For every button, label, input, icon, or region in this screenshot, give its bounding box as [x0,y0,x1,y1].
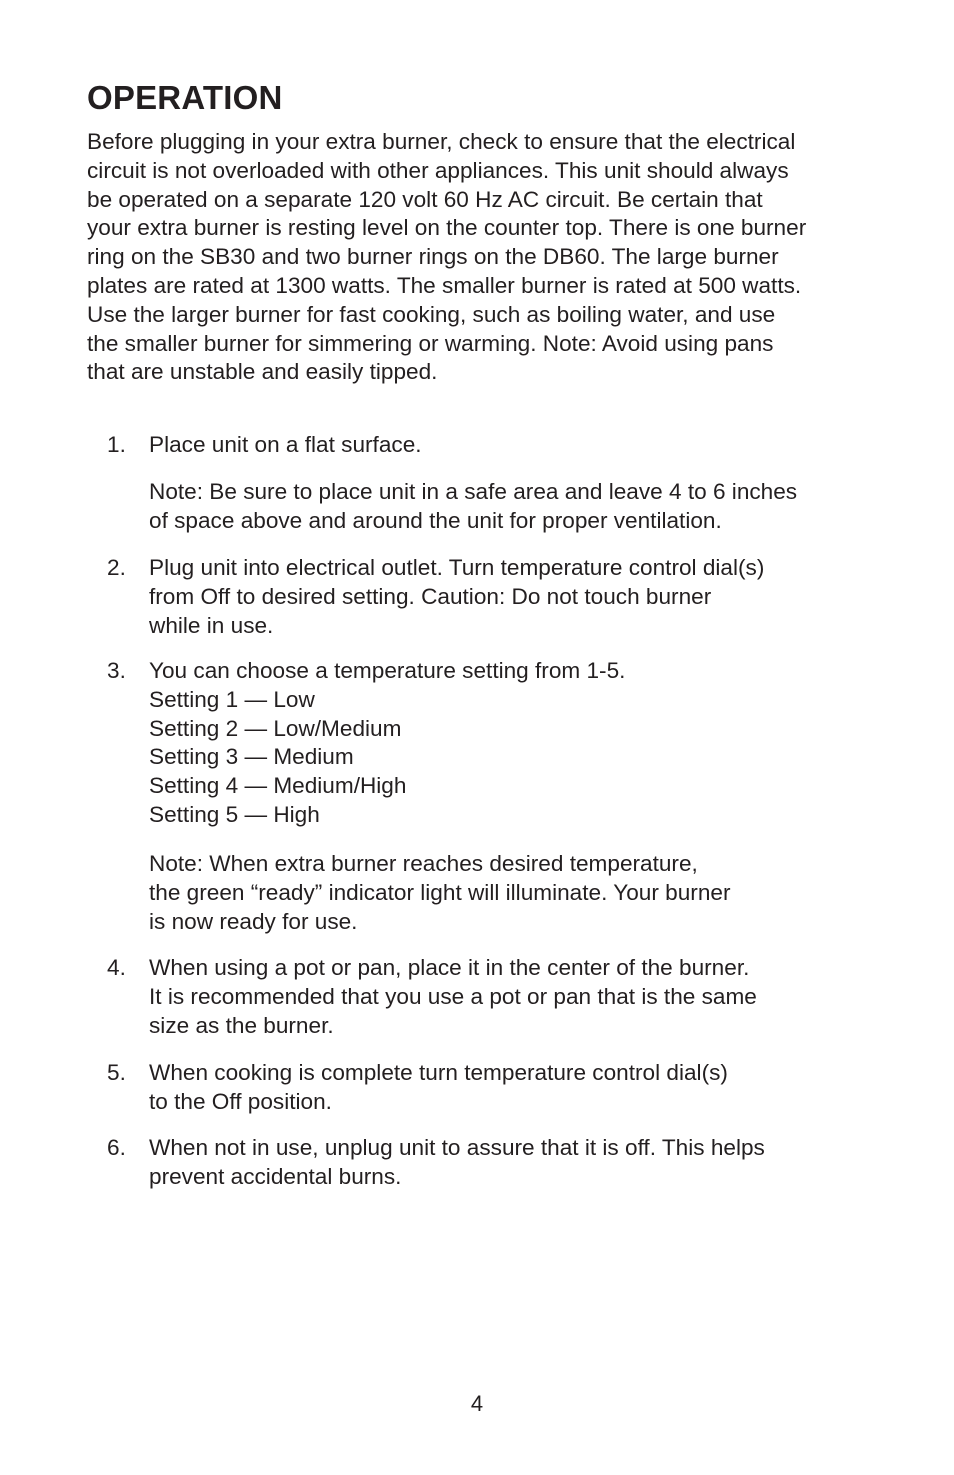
step-number: 6. [107,1135,126,1160]
step-number: 4. [107,955,126,980]
page-number: 4 [470,1391,484,1416]
step-text: You can choose a temperature setting from 1-5. Setting 1 — Low Setting 2 — Low/Medium Setting 3 — Medium Setting 4 — Medium/High Setting 5 — High [149,658,626,827]
step-text: When not in use, unplug unit to assure that it is off. This helps prevent accidental burns. [149,1135,765,1189]
step-text: Plug unit into electrical outlet. Turn temperature control dial(s) from Off to desired setting. Caution: Do not touch burner while in use. [149,555,765,638]
step-text: Place unit on a flat surface. [149,432,422,457]
page-title: OPERATION [87,79,283,116]
step-number: 1. [107,432,126,457]
step-number: 3. [107,658,126,683]
intro-paragraph: Before plugging in your extra burner, check to ensure that the electrical circuit is not overloaded with other appliances. This unit should always be operated on a separate 120 volt 60 Hz AC circuit. Be certain that your extra burner is resting level on the counter top. There is one burner ring on the SB30 and two burner rings on the DB60. The large burner plates are rated at 1300 watts. The smaller burner is rated at 500 watts. Use the larger burner for fast cooking, such as boiling water, and use the smaller burner for simmering or warming. Note: Avoid using pans that are unstable and easily tipped. [87,129,807,385]
step-text: When using a pot or pan, place it in the center of the burner. It is recommended that you use a pot or pan that is the same size as the burner. [149,955,757,1038]
step-text: When cooking is complete turn temperature control dial(s) to the Off position. [149,1060,728,1114]
step-number: 5. [107,1060,126,1085]
step-number: 2. [107,555,126,580]
step-3-note: Note: When extra burner reaches desired temperature, the green “ready” indicator light will illuminate. Your burner is now ready for use. [149,851,731,934]
step-1-note: Note: Be sure to place unit in a safe area and leave 4 to 6 inches of space above and around the unit for proper ventilation. [149,479,798,533]
